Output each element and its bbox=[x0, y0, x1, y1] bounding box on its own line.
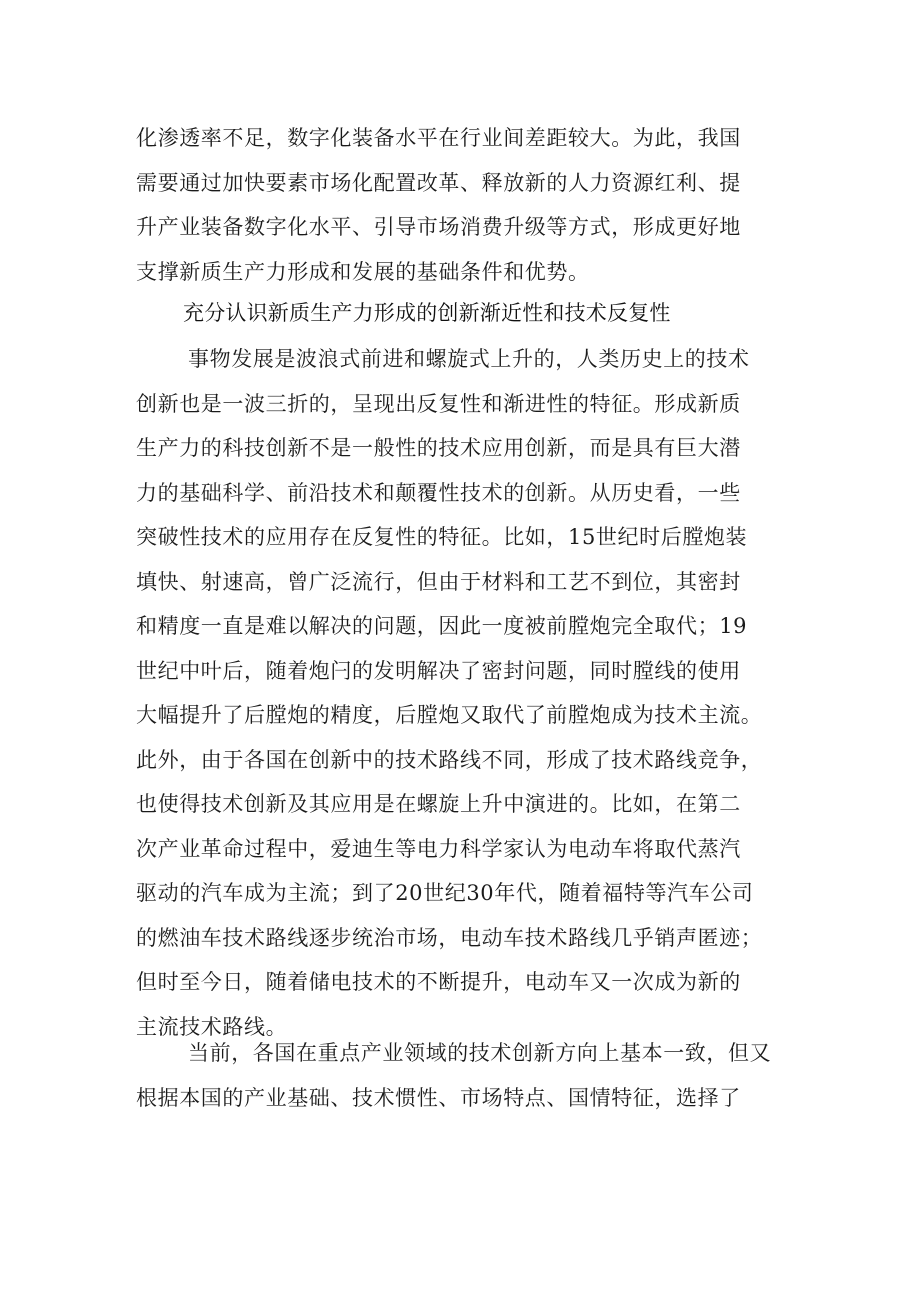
text-line: 化渗透率不足，数字化装备水平在行业间差距较大。为此，我国 bbox=[136, 126, 741, 150]
text-line: 当前，各国在重点产业领域的技术创新方向上基本一致，但又 bbox=[188, 1041, 772, 1065]
text-line: 次产业革命过程中，爱迪生等电力科学家认为电动车将取代蒸汽 bbox=[136, 836, 741, 861]
paragraph-last bbox=[136, 1031, 796, 1120]
text-line: 和精度一直是难以解决的问题，因此一度被前膛炮完全取代；19 bbox=[136, 614, 748, 638]
text-line: 根据本国的产业基础、技术惯性、市场特点、国情特征，选择了 bbox=[136, 1085, 741, 1110]
paragraph-main bbox=[136, 337, 796, 1049]
text-line: 此外，由于各国在创新中的技术路线不同，形成了技术路线竞争， bbox=[136, 747, 763, 772]
text-line: 需要通过加快要素市场化配置改革、释放新的人力资源红利、提 bbox=[136, 170, 741, 195]
text-line: 创新也是一波三折的，呈现出反复性和渐进性的特征。形成新质 bbox=[136, 391, 741, 416]
text-line: 填快、射速高，曾广泛流行，但由于材料和工艺不到位，其密封 bbox=[136, 569, 741, 594]
text-line: 大幅提升了后膛炮的精度，后膛炮又取代了前膛炮成为技术主流。 bbox=[136, 703, 763, 727]
paragraph-top bbox=[136, 116, 796, 294]
text-line: 生产力的科技创新不是一般性的技术应用创新，而是具有巨大潜 bbox=[136, 436, 741, 460]
text-line: 事物发展是波浪式前进和螺旋式上升的，人类历史上的技术 bbox=[188, 347, 750, 371]
text-line: 世纪中叶后，随着炮闩的发明解决了密封问题，同时膛线的使用 bbox=[136, 658, 741, 683]
section-heading: 充分认识新质生产力形成的创新渐近性和技术反复性 bbox=[183, 301, 671, 325]
text-line: 支撑新质生产力形成和发展的基础条件和优势。 bbox=[136, 259, 590, 284]
text-line: 的燃油车技术路线逐步统治市场，电动车技术路线几乎销声匿迹； bbox=[136, 925, 763, 950]
text-line: 突破性技术的应用存在反复性的特征。比如，15世纪时后膛炮装 bbox=[136, 525, 748, 549]
text-line: 但时至今日，随着储电技术的不断提升，电动车又一次成为新的 bbox=[136, 970, 741, 994]
text-line: 力的基础科学、前沿技术和颠覆性技术的创新。从历史看，一些 bbox=[136, 480, 741, 505]
text-line: 驱动的汽车成为主流；到了20世纪30年代，随着福特等汽车公司 bbox=[136, 881, 754, 905]
text-line: 主流技术路线。 bbox=[136, 1014, 288, 1039]
text-line: 也使得技术创新及其应用是在螺旋上升中演进的。比如，在第二 bbox=[136, 792, 741, 816]
text-line: 升产业装备数字化水平、引导市场消费升级等方式，形成更好地 bbox=[136, 215, 741, 239]
